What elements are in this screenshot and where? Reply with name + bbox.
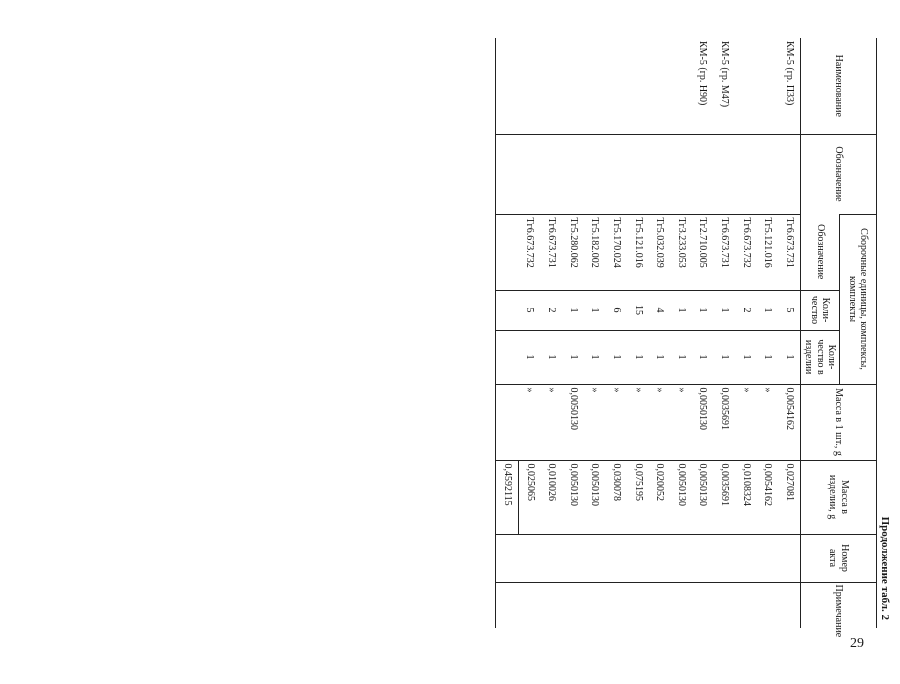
table-caption: Продолжение табл. 2 [879, 516, 891, 620]
cell-mass-per-unit: » [627, 384, 649, 460]
cell-act-number [778, 534, 800, 582]
table-row [670, 38, 692, 628]
cell-qty-in-product: 1 [584, 330, 606, 384]
cell-mass-per-unit: » [584, 384, 606, 460]
cell-note [649, 582, 671, 628]
cell-mass-in-product: 0,0050130 [562, 460, 584, 534]
col-qty-in-product-header: Коли-чество в изделии [801, 330, 840, 384]
cell-note [627, 582, 649, 628]
cell-mass-per-unit: 0,0054162 [778, 384, 800, 460]
cell-designation [519, 134, 541, 214]
cell-mass-in-product: 0,075195 [627, 460, 649, 534]
cell-note [606, 582, 628, 628]
cell-asm-quantity: 1 [714, 290, 736, 330]
cell-name [649, 38, 671, 134]
col-designation-header: Обозначение [801, 134, 877, 214]
cell-qty-in-product: 1 [692, 330, 714, 384]
table-row [584, 38, 606, 628]
cell-note [584, 582, 606, 628]
cell-designation [562, 134, 584, 214]
cell-asm-designation: Тг5.280.062 [562, 214, 584, 290]
cell-note [562, 582, 584, 628]
cell-designation [541, 134, 563, 214]
cell-designation [714, 134, 736, 214]
cell-act-number [649, 534, 671, 582]
cell-mass-per-unit: » [757, 384, 779, 460]
cell-asm-designation: Тг6.673.732 [735, 214, 757, 290]
cell-mass-in-product: 0,020052 [649, 460, 671, 534]
table-row [692, 38, 714, 628]
cell-mass-in-product: 0,010026 [541, 460, 563, 534]
table-total-row [496, 38, 519, 628]
total-mass-in-product: 0,4592115 [496, 460, 519, 534]
page-number: 29 [850, 636, 864, 651]
cell-qty-in-product: 1 [778, 330, 800, 384]
cell-asm-quantity: 2 [735, 290, 757, 330]
cell-name [541, 38, 563, 134]
cell-note [519, 582, 541, 628]
cell-designation [584, 134, 606, 214]
table-row [649, 38, 671, 628]
cell-asm-designation: Тг5.032.039 [649, 214, 671, 290]
cell-act-number [562, 534, 584, 582]
cell-name: КМ-5 (гр. Н90) [697, 41, 709, 106]
col-asm-quantity-header: Коли-чество [801, 290, 840, 330]
cell-asm-quantity: 4 [649, 290, 671, 330]
cell-act-number [757, 534, 779, 582]
cell-asm-quantity: 1 [692, 290, 714, 330]
cell-designation [649, 134, 671, 214]
cell-mass-in-product: 0,0050130 [584, 460, 606, 534]
cell-asm-quantity: 1 [584, 290, 606, 330]
cell-mass-per-unit: » [541, 384, 563, 460]
cell-note [778, 582, 800, 628]
cell-mass-per-unit: » [649, 384, 671, 460]
cell-act-number [541, 534, 563, 582]
cell-note [757, 582, 779, 628]
col-note-header: Примечание [801, 582, 877, 628]
cell-asm-quantity: 6 [606, 290, 628, 330]
cell-designation [757, 134, 779, 214]
cell-act-number [584, 534, 606, 582]
cell-asm-designation: Тг6.673.731 [714, 214, 736, 290]
total-empty-cell [496, 384, 519, 460]
cell-mass-in-product: 0,030078 [606, 460, 628, 534]
cell-asm-designation: Тг5.121.016 [757, 214, 779, 290]
cell-asm-quantity: 5 [519, 290, 541, 330]
cell-asm-quantity: 5 [778, 290, 800, 330]
cell-name [519, 38, 541, 134]
cell-mass-in-product: 0,0035691 [714, 460, 736, 534]
total-empty-cell [496, 38, 519, 134]
cell-asm-designation: Тг5.170.024 [606, 214, 628, 290]
cell-note [670, 582, 692, 628]
cell-note [541, 582, 563, 628]
cell-mass-in-product: 0,025065 [519, 460, 541, 534]
table-row [627, 38, 649, 628]
cell-qty-in-product: 1 [714, 330, 736, 384]
col-asm-designation-header: Обозначение [801, 214, 840, 290]
cell-asm-quantity: 1 [562, 290, 584, 330]
table-row [757, 38, 779, 628]
cell-qty-in-product: 1 [627, 330, 649, 384]
cell-name: КМ-5 (гр. П33) [783, 41, 795, 106]
cell-qty-in-product: 1 [670, 330, 692, 384]
cell-designation [778, 134, 800, 214]
total-empty-cell [496, 534, 519, 582]
cell-name [584, 38, 606, 134]
cell-mass-per-unit: 0,0050130 [692, 384, 714, 460]
cell-act-number [714, 534, 736, 582]
cell-name [757, 38, 779, 134]
cell-note [714, 582, 736, 628]
col-assembly-units-header: Сборочные единицы, комплексы, комплекты [840, 214, 877, 384]
cell-asm-designation: Тг2.710.005 [692, 214, 714, 290]
cell-mass-per-unit: 0,0050130 [562, 384, 584, 460]
cell-asm-designation: Тг6.673.731 [778, 214, 800, 290]
total-empty-cell [496, 214, 519, 290]
col-act-number-header: Номер акта [801, 534, 877, 582]
cell-act-number [519, 534, 541, 582]
table-row [735, 38, 757, 628]
cell-mass-in-product: 0,0050130 [670, 460, 692, 534]
cell-mass-per-unit: » [606, 384, 628, 460]
cell-name [670, 38, 692, 134]
cell-mass-per-unit: » [735, 384, 757, 460]
cell-asm-designation: Тг5.121.016 [627, 214, 649, 290]
cell-mass-in-product: 0,027081 [778, 460, 800, 534]
cell-name: КМ-5 (гр. М47) [718, 41, 730, 108]
cell-asm-designation: Тг5.182.002 [584, 214, 606, 290]
cell-mass-per-unit: » [670, 384, 692, 460]
cell-qty-in-product: 1 [735, 330, 757, 384]
cell-asm-quantity: 2 [541, 290, 563, 330]
cell-asm-designation: Тг6.673.731 [541, 214, 563, 290]
table-row [778, 38, 800, 628]
total-empty-cell [496, 134, 519, 214]
cell-act-number [606, 534, 628, 582]
rotated-table-page [493, 38, 893, 638]
cell-designation [627, 134, 649, 214]
table-body [496, 38, 801, 628]
cell-designation [735, 134, 757, 214]
table-row [562, 38, 584, 628]
cell-mass-in-product: 0,0054162 [757, 460, 779, 534]
cell-asm-designation: Тг6.673.732 [519, 214, 541, 290]
cell-qty-in-product: 1 [757, 330, 779, 384]
cell-asm-quantity: 1 [757, 290, 779, 330]
cell-note [692, 582, 714, 628]
cell-designation [692, 134, 714, 214]
cell-mass-in-product: 0,0050130 [692, 460, 714, 534]
total-empty-cell [496, 290, 519, 330]
col-mass-per-unit-header: Масса в 1 шт., g [801, 384, 877, 460]
col-name-header: Наименование [801, 38, 877, 134]
cell-qty-in-product: 1 [649, 330, 671, 384]
cell-name [627, 38, 649, 134]
cell-act-number [627, 534, 649, 582]
cell-asm-designation: Тг3.233.053 [670, 214, 692, 290]
cell-name [735, 38, 757, 134]
cell-asm-quantity: 1 [670, 290, 692, 330]
cell-qty-in-product: 1 [606, 330, 628, 384]
table-row [519, 38, 541, 628]
cell-qty-in-product: 1 [541, 330, 563, 384]
cell-act-number [735, 534, 757, 582]
cell-name [606, 38, 628, 134]
total-empty-cell [496, 330, 519, 384]
cell-act-number [670, 534, 692, 582]
total-empty-cell [496, 582, 519, 628]
cell-mass-per-unit: » [519, 384, 541, 460]
cell-asm-quantity: 15 [627, 290, 649, 330]
cell-name [562, 38, 584, 134]
table-row [541, 38, 563, 628]
cell-qty-in-product: 1 [519, 330, 541, 384]
table-row [606, 38, 628, 628]
cell-designation [670, 134, 692, 214]
col-mass-in-product-header: Масса в изделии, g [801, 460, 877, 534]
cell-designation [606, 134, 628, 214]
cell-note [735, 582, 757, 628]
cell-act-number [692, 534, 714, 582]
cell-mass-per-unit: 0,0035691 [714, 384, 736, 460]
cell-mass-in-product: 0,0108324 [735, 460, 757, 534]
mass-table [495, 38, 877, 638]
cell-qty-in-product: 1 [562, 330, 584, 384]
table-row [714, 38, 736, 628]
